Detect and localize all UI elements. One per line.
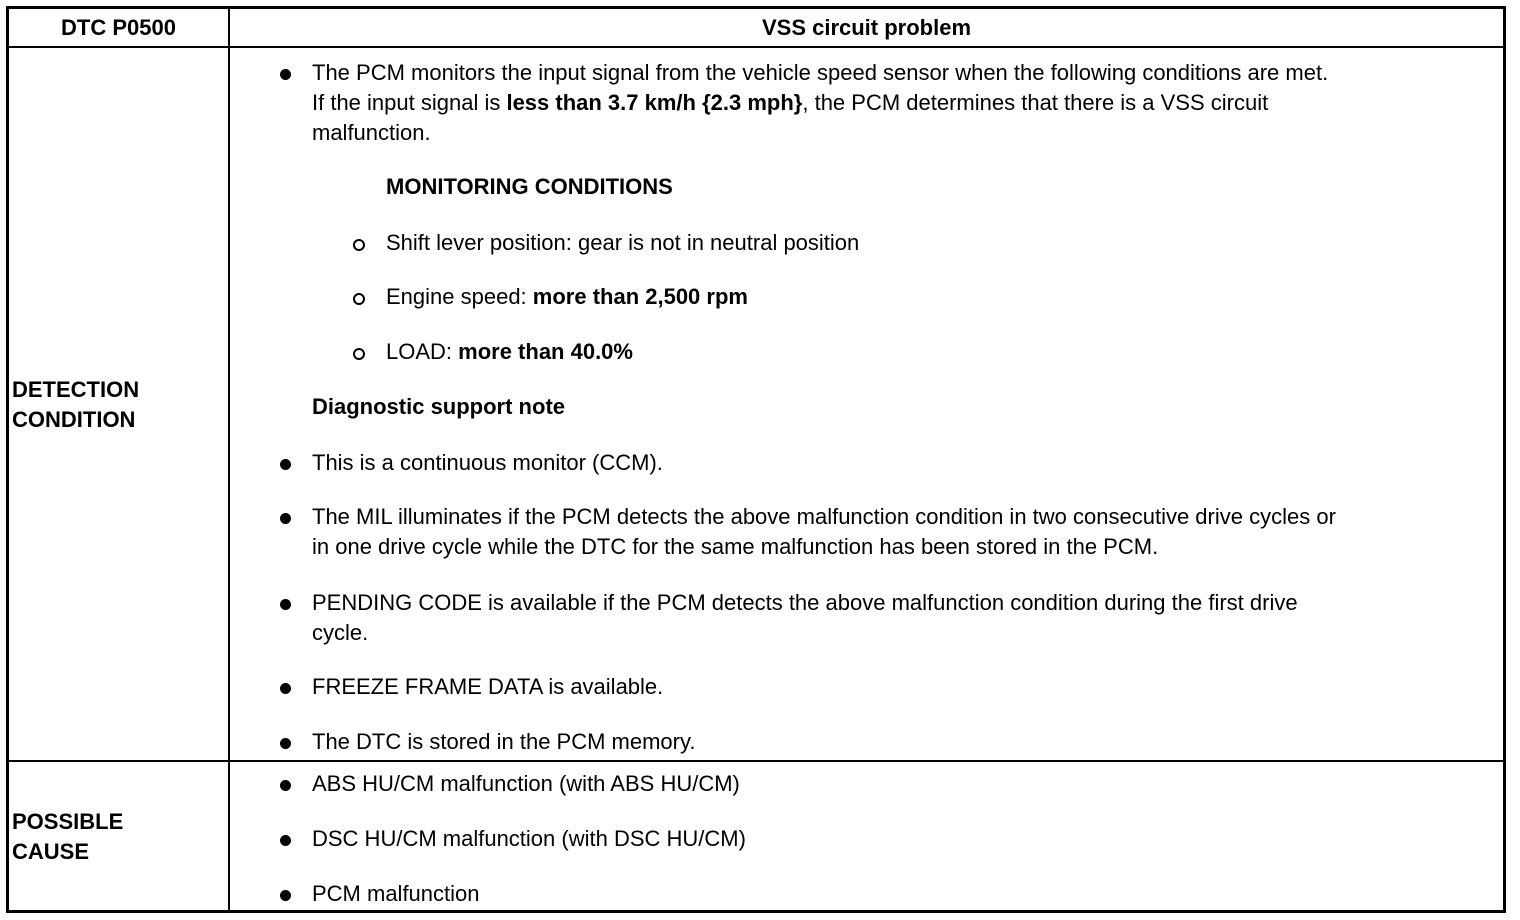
note-line1: PENDING CODE is available if the PCM detects the above malfunction condition during the first drive	[312, 590, 1298, 615]
condition-label: LOAD:	[386, 339, 459, 364]
note-line1: The MIL illuminates if the PCM detects the above malfunction condition in two consecutive drive cycles or	[312, 504, 1336, 529]
bullet-icon	[280, 599, 291, 610]
intro-line2	[312, 88, 1492, 118]
intro-line3: malfunction.	[312, 120, 431, 145]
note-text	[312, 448, 1492, 478]
bullet-icon	[280, 890, 291, 901]
note-text	[312, 502, 1492, 562]
bullet-icon	[280, 683, 291, 694]
cause-text: PCM malfunction	[312, 881, 480, 906]
open-circle-icon	[353, 293, 365, 305]
condition-value: more than 40.0%	[458, 339, 633, 364]
bullet-icon	[280, 69, 291, 80]
note-line1: FREEZE FRAME DATA is available.	[312, 674, 664, 699]
bullet-icon	[280, 513, 291, 524]
open-circle-icon	[353, 239, 365, 251]
note-line2: in one drive cycle while the DTC for the same malfunction has been stored in the PCM.	[312, 534, 1159, 559]
intro-line2-pre: If the input signal is	[312, 90, 507, 115]
detection-label-line2: CONDITION	[12, 407, 136, 432]
threshold-value: less than 3.7 km/h {2.3 mph}	[506, 90, 803, 115]
dtc-title-header: VSS circuit problem	[761, 14, 972, 40]
bullet-icon	[280, 738, 291, 749]
column-divider	[228, 9, 230, 910]
intro-line2-post: , the PCM determines that there is a VSS circuit	[802, 90, 1269, 115]
support-heading: Diagnostic support note	[312, 394, 565, 419]
possible-cause-label	[12, 807, 222, 867]
condition-text	[386, 228, 1486, 258]
intro-text	[312, 58, 1492, 148]
detection-condition-label	[12, 375, 222, 435]
bullet-icon	[280, 780, 291, 791]
row-divider	[9, 760, 1503, 762]
intro-line1: The PCM monitors the input signal from the vehicle speed sensor when the following conditions are met.	[312, 60, 1329, 85]
condition-text	[386, 337, 1486, 367]
condition-label: Engine speed:	[386, 284, 533, 309]
bullet-icon	[280, 835, 291, 846]
condition-label: Shift lever position: gear is not in neutral position	[386, 230, 860, 255]
note-text	[312, 672, 1492, 702]
detection-label-line1: DETECTION	[12, 377, 140, 402]
cause-label-line1: POSSIBLE	[12, 809, 124, 834]
cause-text: ABS HU/CM malfunction (with ABS HU/CM)	[312, 771, 740, 796]
dtc-table	[6, 6, 1506, 913]
note-line1: The DTC is stored in the PCM memory.	[312, 729, 696, 754]
note-line2: cycle.	[312, 620, 369, 645]
cause-label-line2: CAUSE	[12, 839, 90, 864]
bullet-icon	[280, 459, 291, 470]
header-divider	[9, 46, 1503, 48]
monitoring-heading: MONITORING CONDITIONS	[386, 174, 673, 199]
cause-text: DSC HU/CM malfunction (with DSC HU/CM)	[312, 826, 746, 851]
condition-text	[386, 282, 1486, 312]
note-text	[312, 727, 1492, 757]
condition-value: more than 2,500 rpm	[532, 284, 748, 309]
open-circle-icon	[353, 348, 365, 360]
dtc-code-header: DTC P0500	[61, 14, 176, 40]
note-line1: This is a continuous monitor (CCM).	[312, 450, 663, 475]
note-text	[312, 588, 1492, 648]
